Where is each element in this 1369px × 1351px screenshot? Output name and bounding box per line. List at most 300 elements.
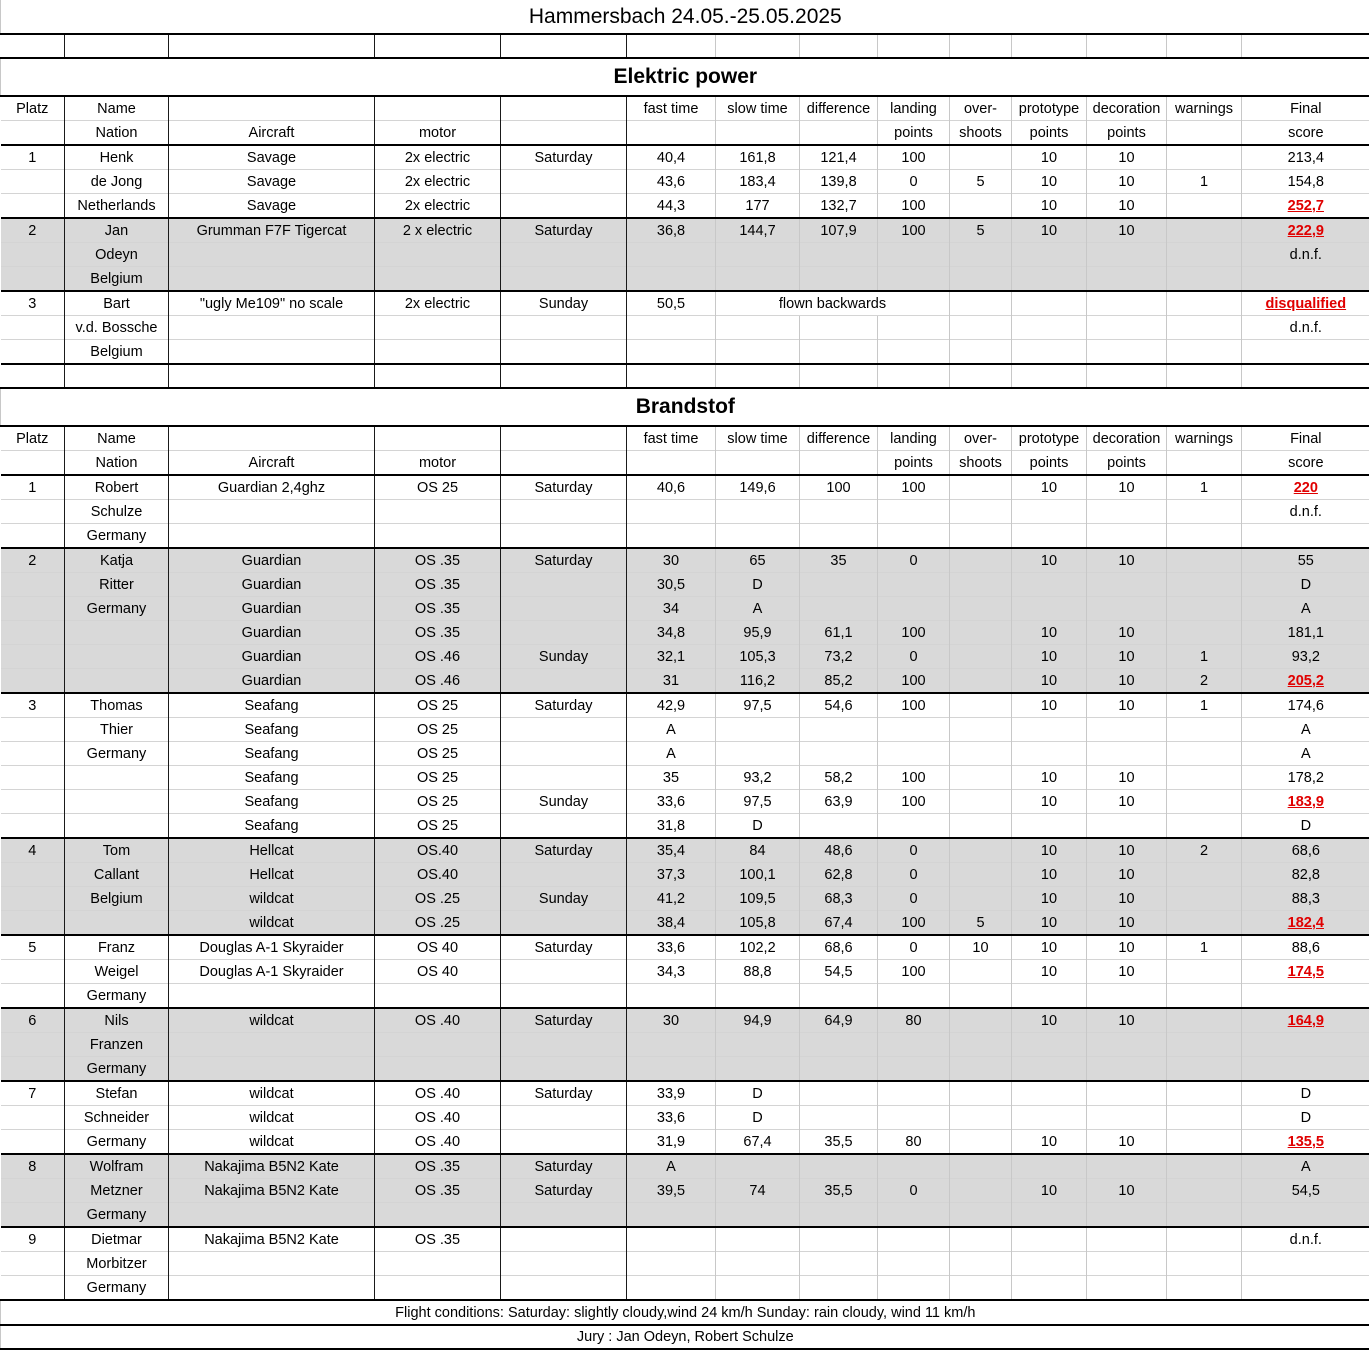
result-row xyxy=(1,218,1369,243)
cell-final-score xyxy=(1242,911,1369,936)
header-day xyxy=(501,451,627,476)
cell-day: Saturday xyxy=(501,145,627,170)
cell-prototype-points xyxy=(1012,1276,1087,1301)
header-final-score: score xyxy=(1242,451,1369,476)
cell-landing-points: 0 xyxy=(878,170,950,194)
cell-prototype-points xyxy=(1012,500,1087,524)
cell-name: Henk xyxy=(65,145,169,170)
cell-prototype-points xyxy=(1012,814,1087,839)
cell-name: Belgium xyxy=(65,267,169,292)
cell-name: Germany xyxy=(65,1203,169,1228)
cell-fast-time: 30,5 xyxy=(627,573,716,597)
cell-prototype-points xyxy=(1012,1203,1087,1228)
header-decoration-points: decoration xyxy=(1087,96,1167,121)
cell-prototype-points: 10 xyxy=(1012,887,1087,911)
result-row xyxy=(1,170,1369,194)
header-row xyxy=(1,96,1369,121)
empty-cell xyxy=(375,364,501,388)
cell-overshoots: 5 xyxy=(950,218,1012,243)
cell-platz xyxy=(1,1106,65,1130)
cell-difference xyxy=(800,267,878,292)
result-row xyxy=(1,500,1369,524)
header-platz xyxy=(1,451,65,476)
cell-day xyxy=(501,1276,627,1301)
cell-slow-time: D xyxy=(716,1106,800,1130)
cell-overshoots xyxy=(950,1154,1012,1179)
cell-platz xyxy=(1,340,65,365)
cell-motor: OS .25 xyxy=(375,911,501,936)
cell-overshoots xyxy=(950,243,1012,267)
cell-slow-time: 88,8 xyxy=(716,960,800,984)
cell-warnings xyxy=(1167,742,1242,766)
cell-final-score xyxy=(1242,267,1369,292)
cell-prototype-points xyxy=(1012,597,1087,621)
cell-prototype-points: 10 xyxy=(1012,170,1087,194)
result-row xyxy=(1,1179,1369,1203)
cell-difference xyxy=(800,1154,878,1179)
cell-overshoots xyxy=(950,984,1012,1009)
cell-fast-time: 33,6 xyxy=(627,790,716,814)
header-warnings xyxy=(1167,451,1242,476)
cell-slow-time: A xyxy=(716,597,800,621)
cell-landing-points: 100 xyxy=(878,790,950,814)
cell-slow-time: 95,9 xyxy=(716,621,800,645)
cell-day xyxy=(501,524,627,549)
cell-day xyxy=(501,1252,627,1276)
cell-overshoots: 5 xyxy=(950,911,1012,936)
header-platz: Platz xyxy=(1,426,65,451)
cell-overshoots xyxy=(950,645,1012,669)
cell-platz: 4 xyxy=(1,838,65,863)
cell-day xyxy=(501,911,627,936)
best-score: 220 xyxy=(1293,479,1318,496)
cell-name xyxy=(65,621,169,645)
cell-platz xyxy=(1,814,65,839)
cell-final-score xyxy=(1242,291,1369,316)
cell-fast-time: 35,4 xyxy=(627,838,716,863)
header-landing-points: landing xyxy=(878,426,950,451)
result-row xyxy=(1,838,1369,863)
header-aircraft: Aircraft xyxy=(169,451,375,476)
result-row xyxy=(1,645,1369,669)
cell-fast-time xyxy=(627,524,716,549)
cell-warnings: 1 xyxy=(1167,170,1242,194)
cell-final-score: 181,1 xyxy=(1242,621,1369,645)
cell-fast-time: 31 xyxy=(627,669,716,694)
cell-difference: 35,5 xyxy=(800,1130,878,1155)
cell-decoration-points: 10 xyxy=(1087,1008,1167,1033)
cell-decoration-points: 10 xyxy=(1087,170,1167,194)
cell-slow-time xyxy=(716,316,800,340)
cell-motor: OS .35 xyxy=(375,548,501,573)
cell-platz: 6 xyxy=(1,1008,65,1033)
cell-aircraft xyxy=(169,1057,375,1082)
cell-final-score: D xyxy=(1242,1081,1369,1106)
cell-prototype-points: 10 xyxy=(1012,766,1087,790)
cell-overshoots xyxy=(950,316,1012,340)
cell-aircraft xyxy=(169,243,375,267)
cell-name: Nils xyxy=(65,1008,169,1033)
cell-final-score: 55 xyxy=(1242,548,1369,573)
cell-landing-points: 100 xyxy=(878,693,950,718)
cell-slow-time: 149,6 xyxy=(716,475,800,500)
cell-slow-time: D xyxy=(716,1081,800,1106)
cell-day: Saturday xyxy=(501,693,627,718)
empty-cell xyxy=(1,364,65,388)
empty-cell xyxy=(627,34,716,58)
header-warnings: warnings xyxy=(1167,426,1242,451)
cell-aircraft: wildcat xyxy=(169,887,375,911)
cell-prototype-points: 10 xyxy=(1012,1130,1087,1155)
cell-difference xyxy=(800,1252,878,1276)
cell-day xyxy=(501,1203,627,1228)
cell-motor: OS .46 xyxy=(375,669,501,694)
result-row xyxy=(1,145,1369,170)
empty-cell xyxy=(375,34,501,58)
cell-name: Belgium xyxy=(65,887,169,911)
cell-landing-points: 0 xyxy=(878,1179,950,1203)
cell-fast-time: 34,8 xyxy=(627,621,716,645)
cell-decoration-points xyxy=(1087,243,1167,267)
cell-fast-time: A xyxy=(627,742,716,766)
cell-landing-points: 80 xyxy=(878,1130,950,1155)
header-fast-time: fast time xyxy=(627,426,716,451)
empty-cell xyxy=(1242,34,1369,58)
cell-prototype-points: 10 xyxy=(1012,621,1087,645)
cell-slow-time: D xyxy=(716,573,800,597)
result-row xyxy=(1,911,1369,936)
cell-overshoots xyxy=(950,1057,1012,1082)
cell-slow-time: 105,3 xyxy=(716,645,800,669)
cell-decoration-points: 10 xyxy=(1087,218,1167,243)
result-row xyxy=(1,1276,1369,1301)
cell-overshoots xyxy=(950,524,1012,549)
result-row xyxy=(1,766,1369,790)
cell-difference xyxy=(800,1057,878,1082)
cell-warnings xyxy=(1167,1130,1242,1155)
cell-overshoots xyxy=(950,145,1012,170)
cell-aircraft: Seafang xyxy=(169,718,375,742)
cell-aircraft: Guardian xyxy=(169,548,375,573)
cell-fast-time: 33,9 xyxy=(627,1081,716,1106)
cell-aircraft: Savage xyxy=(169,145,375,170)
result-row xyxy=(1,718,1369,742)
cell-final-score xyxy=(1242,1008,1369,1033)
cell-difference xyxy=(800,984,878,1009)
header-aircraft: Aircraft xyxy=(169,121,375,146)
cell-aircraft: Douglas A-1 Skyraider xyxy=(169,960,375,984)
cell-overshoots xyxy=(950,1252,1012,1276)
cell-aircraft xyxy=(169,984,375,1009)
cell-final-score xyxy=(1242,1033,1369,1057)
empty-cell xyxy=(1012,34,1087,58)
cell-day: Saturday xyxy=(501,548,627,573)
result-row xyxy=(1,984,1369,1009)
cell-fast-time: 30 xyxy=(627,548,716,573)
cell-final-score: 88,6 xyxy=(1242,935,1369,960)
cell-overshoots xyxy=(950,573,1012,597)
cell-landing-points xyxy=(878,1057,950,1082)
cell-warnings: 1 xyxy=(1167,645,1242,669)
cell-decoration-points: 10 xyxy=(1087,621,1167,645)
cell-day: Saturday xyxy=(501,935,627,960)
cell-name: Jan xyxy=(65,218,169,243)
cell-platz xyxy=(1,170,65,194)
cell-final-score xyxy=(1242,340,1369,365)
cell-difference: 100 xyxy=(800,475,878,500)
cell-fast-time: 42,9 xyxy=(627,693,716,718)
cell-day xyxy=(501,500,627,524)
cell-landing-points xyxy=(878,267,950,292)
cell-final-score: d.n.f. xyxy=(1242,500,1369,524)
cell-motor: OS .40 xyxy=(375,1081,501,1106)
cell-motor: OS .35 xyxy=(375,597,501,621)
cell-fast-time: 40,4 xyxy=(627,145,716,170)
cell-difference xyxy=(800,718,878,742)
cell-slow-time xyxy=(716,524,800,549)
cell-platz xyxy=(1,742,65,766)
empty-cell xyxy=(627,364,716,388)
cell-landing-points: 0 xyxy=(878,863,950,887)
cell-decoration-points: 10 xyxy=(1087,145,1167,170)
cell-final-score xyxy=(1242,524,1369,549)
cell-fast-time: 32,1 xyxy=(627,645,716,669)
cell-final-score: 93,2 xyxy=(1242,645,1369,669)
cell-difference xyxy=(800,500,878,524)
cell-platz: 9 xyxy=(1,1227,65,1252)
cell-slow-time: 105,8 xyxy=(716,911,800,936)
header-row xyxy=(1,121,1369,146)
result-row xyxy=(1,524,1369,549)
cell-decoration-points xyxy=(1087,1203,1167,1228)
cell-overshoots xyxy=(950,548,1012,573)
cell-prototype-points xyxy=(1012,243,1087,267)
cell-day: Saturday xyxy=(501,1179,627,1203)
cell-warnings xyxy=(1167,194,1242,219)
cell-warnings xyxy=(1167,718,1242,742)
result-row xyxy=(1,960,1369,984)
cell-platz xyxy=(1,960,65,984)
result-row xyxy=(1,1106,1369,1130)
cell-decoration-points xyxy=(1087,1227,1167,1252)
empty-cell xyxy=(878,34,950,58)
cell-decoration-points xyxy=(1087,1033,1167,1057)
result-row xyxy=(1,935,1369,960)
cell-motor xyxy=(375,524,501,549)
cell-platz xyxy=(1,1057,65,1082)
cell-platz xyxy=(1,984,65,1009)
cell-overshoots xyxy=(950,718,1012,742)
cell-warnings xyxy=(1167,621,1242,645)
cell-landing-points xyxy=(878,718,950,742)
cell-name: Franz xyxy=(65,935,169,960)
cell-platz: 1 xyxy=(1,145,65,170)
cell-decoration-points: 10 xyxy=(1087,475,1167,500)
cell-overshoots xyxy=(950,766,1012,790)
cell-platz xyxy=(1,1033,65,1057)
cell-motor: OS 40 xyxy=(375,935,501,960)
cell-final-score: D xyxy=(1242,573,1369,597)
flight-conditions-row xyxy=(1,1300,1369,1325)
cell-aircraft xyxy=(169,316,375,340)
header-landing-points: landing xyxy=(878,96,950,121)
cell-warnings xyxy=(1167,766,1242,790)
cell-name: Franzen xyxy=(65,1033,169,1057)
cell-warnings xyxy=(1167,573,1242,597)
result-row xyxy=(1,1081,1369,1106)
cell-decoration-points: 10 xyxy=(1087,863,1167,887)
best-score: 135,5 xyxy=(1287,1133,1324,1150)
cell-warnings xyxy=(1167,500,1242,524)
cell-platz xyxy=(1,194,65,219)
cell-name: Netherlands xyxy=(65,194,169,219)
cell-day xyxy=(501,573,627,597)
cell-aircraft: Seafang xyxy=(169,814,375,839)
cell-slow-time xyxy=(716,1252,800,1276)
cell-prototype-points xyxy=(1012,984,1087,1009)
cell-slow-time: 74 xyxy=(716,1179,800,1203)
cell-difference: 107,9 xyxy=(800,218,878,243)
cell-landing-points xyxy=(878,1203,950,1228)
cell-aircraft: Hellcat xyxy=(169,838,375,863)
cell-slow-time xyxy=(716,1057,800,1082)
cell-motor: OS .40 xyxy=(375,1008,501,1033)
cell-platz: 3 xyxy=(1,291,65,316)
cell-overshoots xyxy=(950,1227,1012,1252)
cell-fast-time: 39,5 xyxy=(627,1179,716,1203)
cell-motor xyxy=(375,1203,501,1228)
cell-slow-time xyxy=(716,267,800,292)
header-day xyxy=(501,96,627,121)
cell-fast-time xyxy=(627,1203,716,1228)
cell-landing-points: 0 xyxy=(878,645,950,669)
cell-slow-time: 102,2 xyxy=(716,935,800,960)
cell-motor: OS 25 xyxy=(375,766,501,790)
result-row xyxy=(1,1130,1369,1155)
cell-day xyxy=(501,194,627,219)
header-motor: motor xyxy=(375,121,501,146)
cell-motor: OS .35 xyxy=(375,1227,501,1252)
cell-difference: 68,3 xyxy=(800,887,878,911)
cell-day xyxy=(501,863,627,887)
cell-slow-time: 67,4 xyxy=(716,1130,800,1155)
cell-day xyxy=(501,316,627,340)
cell-platz: 8 xyxy=(1,1154,65,1179)
cell-day: Saturday xyxy=(501,475,627,500)
cell-prototype-points xyxy=(1012,1106,1087,1130)
header-overshoots: over- xyxy=(950,426,1012,451)
cell-final-score xyxy=(1242,218,1369,243)
cell-note: flown backwards xyxy=(716,291,950,316)
cell-prototype-points: 10 xyxy=(1012,863,1087,887)
header-overshoots: shoots xyxy=(950,121,1012,146)
cell-overshoots: 5 xyxy=(950,170,1012,194)
cell-fast-time xyxy=(627,1227,716,1252)
cell-final-score xyxy=(1242,1057,1369,1082)
header-final-score: score xyxy=(1242,121,1369,146)
cell-platz xyxy=(1,718,65,742)
cell-decoration-points xyxy=(1087,597,1167,621)
cell-warnings xyxy=(1167,1057,1242,1082)
header-landing-points: points xyxy=(878,121,950,146)
cell-platz: 2 xyxy=(1,218,65,243)
cell-aircraft: Guardian xyxy=(169,597,375,621)
cell-decoration-points xyxy=(1087,1252,1167,1276)
cell-name: Wolfram xyxy=(65,1154,169,1179)
cell-difference: 54,5 xyxy=(800,960,878,984)
cell-aircraft: wildcat xyxy=(169,1081,375,1106)
header-slow-time: slow time xyxy=(716,96,800,121)
cell-day: Saturday xyxy=(501,1008,627,1033)
cell-motor: OS 40 xyxy=(375,960,501,984)
cell-overshoots xyxy=(950,1276,1012,1301)
cell-prototype-points xyxy=(1012,718,1087,742)
cell-slow-time xyxy=(716,1227,800,1252)
cell-aircraft: wildcat xyxy=(169,1008,375,1033)
cell-fast-time: 50,5 xyxy=(627,291,716,316)
cell-day xyxy=(501,597,627,621)
empty-cell xyxy=(800,364,878,388)
cell-landing-points xyxy=(878,1081,950,1106)
header-slow-time xyxy=(716,121,800,146)
section-title: Brandstof xyxy=(1,388,1369,426)
cell-decoration-points: 10 xyxy=(1087,911,1167,936)
cell-landing-points xyxy=(878,1154,950,1179)
flight-conditions: Flight conditions: Saturday: slightly cloudy,wind 24 km/h Sunday: rain cloudy, wind 11 km/h xyxy=(1,1300,1369,1325)
spacer-row xyxy=(1,34,1369,58)
cell-fast-time: 41,2 xyxy=(627,887,716,911)
cell-day: Sunday xyxy=(501,291,627,316)
cell-name: Weigel xyxy=(65,960,169,984)
cell-aircraft xyxy=(169,500,375,524)
header-warnings xyxy=(1167,121,1242,146)
empty-cell xyxy=(950,34,1012,58)
cell-slow-time: 100,1 xyxy=(716,863,800,887)
cell-prototype-points xyxy=(1012,573,1087,597)
cell-difference xyxy=(800,243,878,267)
cell-slow-time xyxy=(716,718,800,742)
cell-decoration-points xyxy=(1087,524,1167,549)
cell-landing-points xyxy=(878,573,950,597)
cell-motor: OS .35 xyxy=(375,1179,501,1203)
cell-landing-points xyxy=(878,316,950,340)
cell-warnings xyxy=(1167,267,1242,292)
result-row xyxy=(1,621,1369,645)
result-row xyxy=(1,1227,1369,1252)
cell-name: Callant xyxy=(65,863,169,887)
cell-fast-time: 44,3 xyxy=(627,194,716,219)
empty-cell xyxy=(1242,364,1369,388)
cell-overshoots xyxy=(950,340,1012,365)
cell-overshoots xyxy=(950,1106,1012,1130)
result-row xyxy=(1,267,1369,292)
cell-motor: OS 25 xyxy=(375,790,501,814)
cell-difference xyxy=(800,814,878,839)
cell-overshoots xyxy=(950,1179,1012,1203)
cell-motor xyxy=(375,243,501,267)
cell-prototype-points xyxy=(1012,742,1087,766)
cell-warnings xyxy=(1167,218,1242,243)
cell-warnings xyxy=(1167,1276,1242,1301)
cell-overshoots xyxy=(950,1081,1012,1106)
cell-prototype-points xyxy=(1012,316,1087,340)
header-final-score: Final xyxy=(1242,96,1369,121)
cell-landing-points: 100 xyxy=(878,475,950,500)
cell-overshoots xyxy=(950,742,1012,766)
cell-prototype-points xyxy=(1012,1252,1087,1276)
cell-decoration-points: 10 xyxy=(1087,1179,1167,1203)
cell-aircraft: Guardian xyxy=(169,645,375,669)
